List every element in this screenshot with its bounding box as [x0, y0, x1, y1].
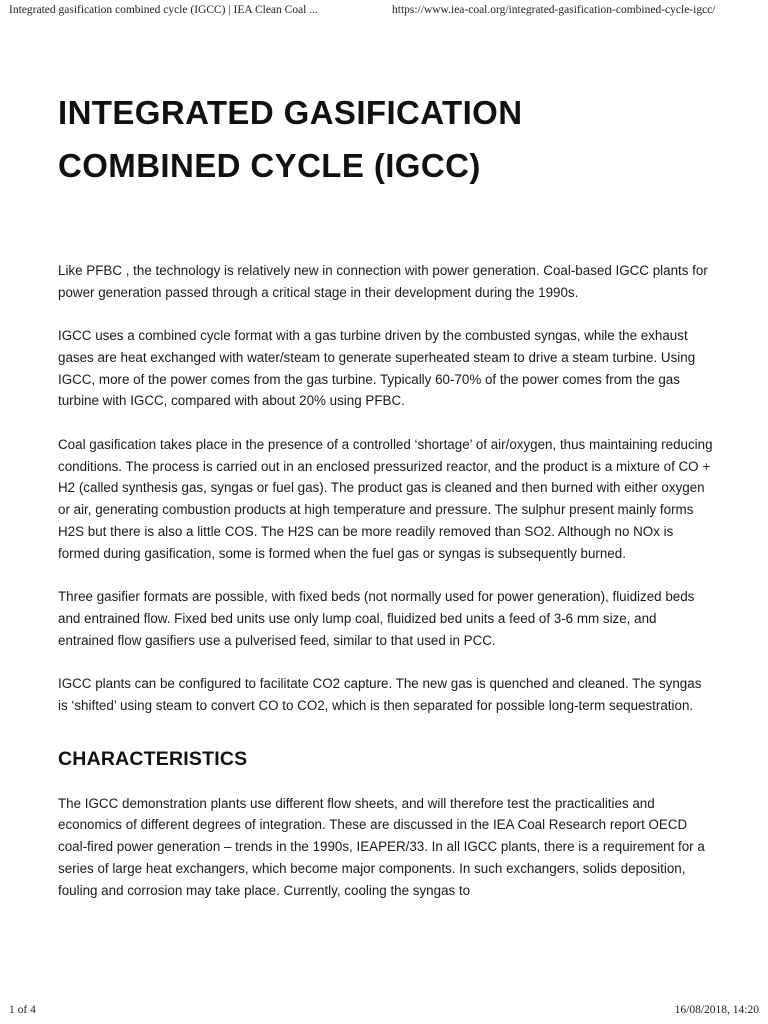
page-title: [58, 86, 714, 192]
paragraph: Three gasifier formats are possible, with fixed beds (not normally used for power generation), fluidized beds and entrained flow. Fixed bed units use only lump coal, fluidized bed units a feed of 3-6 mm size, and entrained flow gasifiers use a pulverised feed, similar to that used in PCC.: [58, 589, 695, 648]
article: [58, 86, 714, 923]
paragraph: Coal gasification takes place in the presence of a controlled ‘shortage’ of air/oxygen, thus maintaining reducing conditions. The process is carried out in an enclosed pressurized reactor, and the product is a mixture of CO + H2 (called synthesis gas, syngas or fuel gas). The product gas is cleaned and then burned with either oxygen or air, generating combustion products at high temperature and pressure. The sulphur present mainly forms H2S but there is also a little COS. The H2S can be more readily removed than SO2. Although no NOx is formed during gasification, some is formed when the fuel gas or syngas is subsequently burned.: [58, 436, 713, 561]
print-header-url: https://www.iea-coal.org/integrated-gasification-combined-cycle-igcc/: [392, 4, 716, 16]
page-title-line: INTEGRATED GASIFICATION: [58, 94, 523, 131]
page-title-line: COMBINED CYCLE (IGCC): [58, 147, 481, 184]
paragraph: IGCC plants can be configured to facilitate CO2 capture. The new gas is quenched and cleaned. The syngas is ‘shifted’ using steam to convert CO to CO2, which is then separated for possible long-term sequestration.: [58, 675, 702, 713]
print-header-title: Integrated gasification combined cycle (IGCC) | IEA Clean Coal ...: [9, 4, 318, 16]
page-indicator: 1 of 4: [9, 1004, 36, 1016]
paragraph: Like PFBC , the technology is relatively new in connection with power generation. Coal-based IGCC plants for power generation passed through a critical stage in their development during the 1990s.: [58, 263, 708, 300]
print-header: [0, 0, 768, 22]
print-footer: [0, 1002, 768, 1024]
print-timestamp: 16/08/2018, 14:20: [674, 1004, 759, 1016]
paragraph: The IGCC demonstration plants use different flow sheets, and will therefore test the practicalities and economics of different degrees of integration. These are discussed in the IEA Coal Research report OECD coal-fired power generation – trends in the 1990s, IEAPER/33. In all IGCC plants, there is a requirement for a series of large heat exchangers, which become major components. In such exchangers, solids deposition, fouling and corrosion may take place. Currently, cooling the syngas to: [58, 795, 705, 898]
section-heading: CHARACTERISTICS: [58, 747, 248, 770]
article-body: [58, 260, 714, 902]
paragraph: IGCC uses a combined cycle format with a gas turbine driven by the combusted syngas, while the exhaust gases are heat exchanged with water/steam to generate superheated steam to drive a steam turbine. Using IGCC, more of the power comes from the gas turbine. Typically 60-70% of the power comes from the gas turbine with IGCC, compared with about 20% using PFBC.: [58, 328, 696, 409]
